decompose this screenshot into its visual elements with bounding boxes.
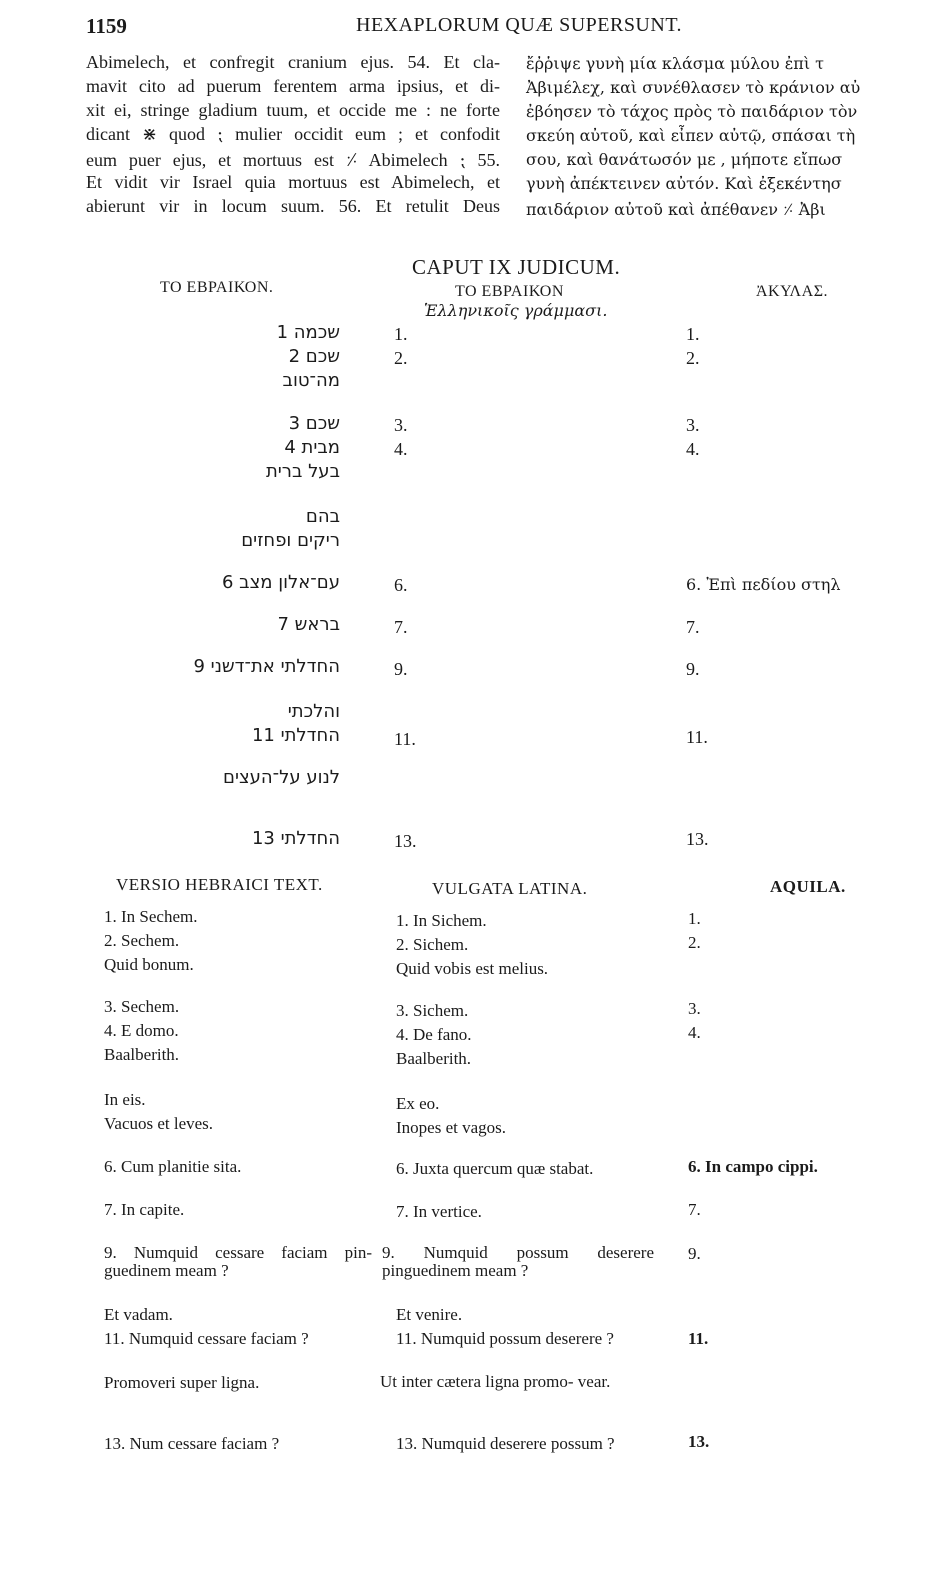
hebrew-greek-cell: 4. bbox=[394, 439, 408, 459]
aquila-cell: 11. bbox=[688, 1329, 709, 1348]
aquila-greek-cell: 13. bbox=[686, 829, 709, 849]
hebrew-cell: בראש 7 bbox=[277, 614, 340, 635]
versio-cell: Promoveri super ligna. bbox=[104, 1373, 260, 1392]
page-number: 1159 bbox=[86, 14, 127, 38]
hebrew-cell: החדלתי 13 bbox=[251, 828, 340, 849]
aquila-greek-cell: 1. bbox=[686, 324, 700, 344]
latin-line: Abimelech, et confregit cranium ejus. 54. Et cla- bbox=[86, 52, 500, 72]
versio-cell: 3. Sechem. bbox=[104, 997, 180, 1016]
latin-line: abierunt vir in locum suum. 56. Et retulit Deus bbox=[86, 196, 500, 216]
latin-line: eum puer ejus, et mortuus est ⸓ Abimelech ⁏ 55. bbox=[86, 150, 500, 170]
aquila-greek-cell: 6. Ἐπὶ πεδίου στηλ bbox=[686, 575, 841, 594]
versio-cell: 6. Cum planitie sita. bbox=[104, 1157, 242, 1176]
header-hebrew-greek-sub: Ἑλληνικοῖς γράμμασι. bbox=[424, 301, 608, 320]
vulgata-cell: 9. Numquid possum deserere pinguedinem meam ? bbox=[382, 1243, 654, 1280]
aquila-cell: 4. bbox=[688, 1023, 701, 1042]
vulgata-cell: 11. Numquid possum deserere ? bbox=[396, 1329, 614, 1348]
hebrew-greek-cell: 1. bbox=[394, 324, 408, 344]
vulgata-cell: Baalberith. bbox=[396, 1049, 472, 1068]
hebrew-cell: לנוע על־העצים bbox=[223, 767, 340, 788]
versio-cell: 2. Sechem. bbox=[104, 931, 180, 950]
hebrew-cell: והלכתי bbox=[287, 701, 340, 722]
greek-line: ἐβόησεν τὸ τάχος πρὸς τὸ παιδάριον τὸν bbox=[526, 102, 858, 121]
aquila-cell: 1. bbox=[688, 909, 701, 928]
vulgata-cell: 6. Juxta quercum quæ stabat. bbox=[396, 1159, 594, 1178]
aquila-greek-cell: 7. bbox=[686, 617, 700, 637]
versio-cell: Baalberith. bbox=[104, 1045, 180, 1064]
hebrew-cell: מבית 4 bbox=[284, 437, 340, 458]
aquila-greek-cell: 11. bbox=[686, 727, 708, 747]
vulgata-cell: Et venire. bbox=[396, 1305, 463, 1324]
hebrew-greek-cell: 6. bbox=[394, 575, 408, 595]
aquila-greek-cell: 2. bbox=[686, 348, 700, 368]
versio-cell: Vacuos et leves. bbox=[104, 1114, 214, 1133]
aquila-cell: 9. bbox=[688, 1244, 701, 1263]
header-aquila: AQUILA. bbox=[770, 877, 846, 896]
aquila-cell: 2. bbox=[688, 933, 701, 952]
aquila-cell: 3. bbox=[688, 999, 701, 1018]
header-vulgata: VULGATA LATINA. bbox=[432, 879, 588, 898]
versio-cell: 13. Num cessare faciam ? bbox=[104, 1434, 280, 1453]
hebrew-cell: שכם 3 bbox=[288, 413, 340, 434]
vulgata-cell: 1. In Sichem. bbox=[396, 911, 487, 930]
hebrew-cell: בהם bbox=[305, 506, 340, 527]
chapter-title: CAPUT IX JUDICUM. bbox=[412, 255, 621, 279]
header-hebrew: ΤΟ ΕΒΡΑΙΚΟΝ. bbox=[160, 279, 274, 296]
vulgata-cell: 2. Sichem. bbox=[396, 935, 469, 954]
aquila-cell: 7. bbox=[688, 1200, 701, 1219]
hebrew-greek-cell: 2. bbox=[394, 348, 408, 368]
greek-line: σου, καὶ θανάτωσόν με , μήποτε εἴπωσ bbox=[526, 150, 843, 169]
header-hebrew-greek: ΤΟ ΕΒΡΑΙΚΟΝ bbox=[455, 283, 564, 300]
versio-cell: Et vadam. bbox=[104, 1305, 173, 1324]
latin-line: xit ei, stringe gladium tuum, et occide me : ne forte bbox=[86, 100, 500, 120]
hebrew-cell: החדלתי 11 bbox=[251, 725, 340, 746]
hebrew-cell: החדלתי את־דשני 9 bbox=[193, 656, 340, 677]
aquila-cell: 6. In campo cippi. bbox=[688, 1157, 818, 1176]
hebrew-cell: ריקים ופחזים bbox=[241, 530, 340, 551]
greek-line: γυνὴ ἀπέκτεινεν αὐτόν. Καὶ ἐξεκέντησ bbox=[526, 174, 842, 193]
vulgata-cell: Ex eo. bbox=[396, 1094, 440, 1113]
hebrew-greek-cell: 9. bbox=[394, 659, 408, 679]
header-versio: VERSIO HEBRAICI TEXT. bbox=[116, 875, 323, 894]
hebrew-cell: עם־אלון מצב 6 bbox=[222, 572, 340, 593]
hebrew-greek-cell: 11. bbox=[394, 729, 416, 749]
aquila-cell: 13. bbox=[688, 1432, 710, 1451]
hebrew-greek-cell: 7. bbox=[394, 617, 408, 637]
aquila-greek-cell: 9. bbox=[686, 659, 700, 679]
aquila-greek-cell: 4. bbox=[686, 439, 700, 459]
hebrew-cell: בעל ברית bbox=[265, 461, 340, 482]
versio-cell: 1. In Sechem. bbox=[104, 907, 198, 926]
versio-cell: 4. E domo. bbox=[104, 1021, 179, 1040]
vulgata-cell: Ut inter cætera ligna promo- vear. bbox=[380, 1372, 611, 1391]
hebrew-greek-cell: 13. bbox=[394, 831, 417, 851]
aquila-greek-cell: 3. bbox=[686, 415, 700, 435]
greek-line: Ἀβιμέλεχ, καὶ συνέθλασεν τὸ κράνιον αὐ bbox=[526, 78, 861, 97]
greek-line: σκεύη αὐτοῦ, καὶ εἶπεν αὐτῷ, σπάσαι τὴ bbox=[526, 126, 856, 145]
header-aquila-greek: ἈΚΥΛΑΣ. bbox=[756, 283, 829, 300]
hebrew-cell: שכמה 1 bbox=[276, 322, 340, 343]
latin-line: Et vidit vir Israel quia mortuus est Abimelech, et bbox=[86, 172, 500, 192]
hebrew-cell: שכם 2 bbox=[288, 346, 340, 367]
vulgata-cell: 3. Sichem. bbox=[396, 1001, 469, 1020]
versio-cell: 7. In capite. bbox=[104, 1200, 185, 1219]
versio-cell: 11. Numquid cessare faciam ? bbox=[104, 1329, 309, 1348]
versio-cell: Quid bonum. bbox=[104, 955, 194, 974]
hebrew-cell: מה־טוב bbox=[282, 370, 340, 391]
hebrew-greek-cell: 3. bbox=[394, 415, 408, 435]
latin-line: dicant ⋇ quod ⁏ mulier occidit eum ; et confodit bbox=[86, 124, 500, 144]
latin-line: mavit cito ad puerum ferentem arma ipsius, et di- bbox=[86, 76, 500, 96]
versio-cell: 9. Numquid cessare faciam pin- guedinem meam ? bbox=[104, 1243, 372, 1280]
vulgata-cell: 7. In vertice. bbox=[396, 1202, 482, 1221]
vulgata-cell: 13. Numquid deserere possum ? bbox=[396, 1434, 615, 1453]
vulgata-cell: Quid vobis est melius. bbox=[396, 959, 549, 978]
greek-line: ἔῤῥιψε γυνὴ μία κλάσμα μύλου ἐπὶ τ bbox=[526, 54, 825, 73]
versio-cell: In eis. bbox=[104, 1090, 146, 1109]
vulgata-cell: 4. De fano. bbox=[396, 1025, 472, 1044]
greek-line: παιδάριον αὐτοῦ καὶ ἀπέθανεν ⸓ Ἀβι bbox=[526, 200, 826, 219]
running-title: HEXAPLORUM QUÆ SUPERSUNT. bbox=[356, 14, 683, 36]
vulgata-cell: Inopes et vagos. bbox=[396, 1118, 507, 1137]
